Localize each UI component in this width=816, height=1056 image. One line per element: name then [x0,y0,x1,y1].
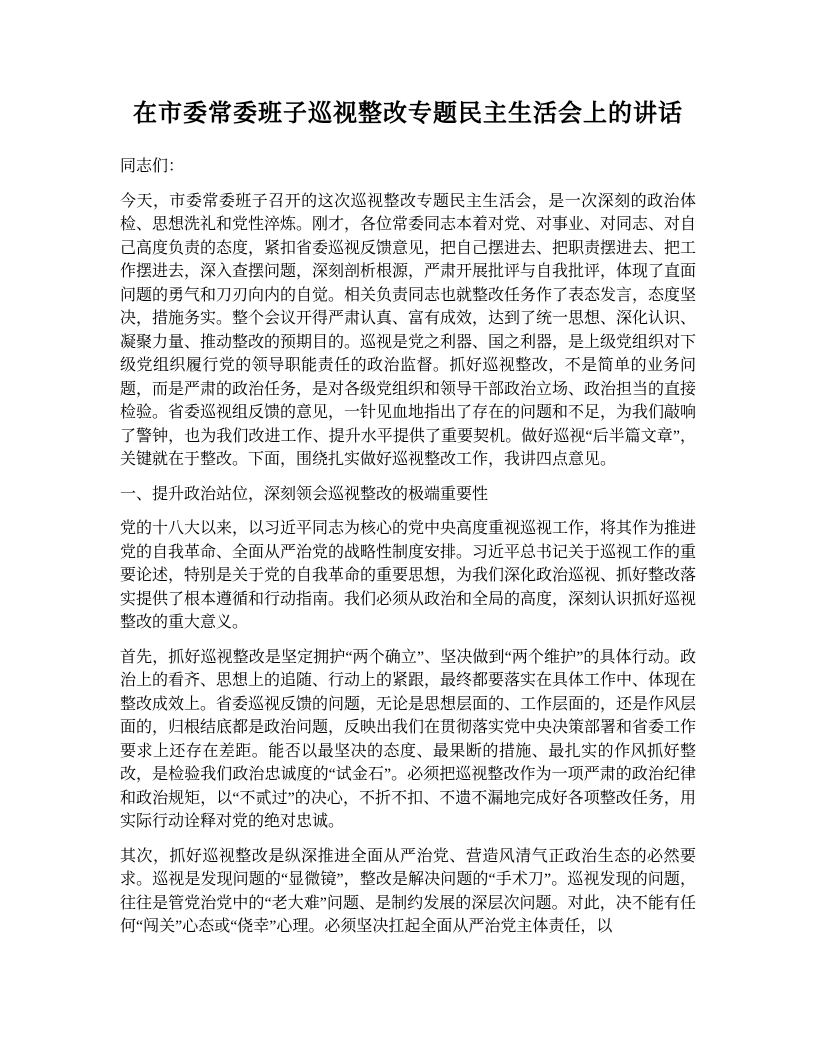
section-heading: 一、提升政治站位，深刻领会巡视整改的极端重要性 [120,485,489,503]
document-title: 在市委常委班子巡视整改专题民主生活会上的讲话 [133,101,683,127]
body-paragraph-2: 首先，抓好巡视整改是坚定拥护“两个确立”、坚决做到“两个维护”的具体行动。政治上的看齐、思想上的追随、行动上的紧跟，最终都要落实在具体工作中、体现在整改成效上。省委巡视反馈的问题，无论是思想层面的、工作层面的，还是作风层面的，归根结底都是政治问题，反映出我们在贯彻落实党中央决策部署和省委工作要求上还存在差距。能否以最坚决的态度、最果断的措施、最扎实的作风抓好整改，是检验我们政治忠诚度的“试金石”。必须把巡视整改作为一项严肃的政治纪律和政治规矩，以“不贰过”的决心，不折不扣、不遗不漏地完成好各项整改任务，用实际行动诠释对党的绝对忠诚。 [120,648,697,830]
body-paragraph-3: 其次，抓好巡视整改是纵深推进全面从严治党、营造风清气正政治生态的必然要求。巡视是发现问题的“显微镜”，整改是解决问题的“手术刀”。巡视发现的问题，往往是管党治党中的“老大难”问题、是制约发展的深层次问题。对此，决不能有任何“闯关”心态或“侥幸”心理。必须坚决扛起全面从严治党主体责任，以 [120,847,696,935]
body-paragraph-1: 党的十八大以来，以习近平同志为核心的党中央高度重视巡视工作，将其作为推进党的自我革命、全面从严治党的战略性制度安排。习近平总书记关于巡视工作的重要论述，特别是关于党的自我革命的重要思想，为我们深化政治巡视、抓好整改落实提供了根本遵循和行动指南。我们必须从政治和全局的高度，深刻认识抓好巡视整改的重大意义。 [120,520,697,631]
intro-paragraph: 今天，市委常委班子召开的这次巡视整改专题民主生活会，是一次深刻的政治体检、思想洗礼和党性淬炼。刚才，各位常委同志本着对党、对事业、对同志、对自己高度负责的态度，紧扣省委巡视反馈意见，把自己摆进去、把职责摆进去、把工作摆进去，深入查摆问题，深刻剖析根源，严肃开展批评与自我批评，体现了直面问题的勇气和刀刃向内的自觉。相关负责同志也就整改任务作了表态发言，态度坚决，措施务实。整个会议开得严肃认真、富有成效，达到了统一思想、深化认识、凝聚力量、推动整改的预期目的。巡视是党之利器、国之利器，是上级党组织对下级党组织履行党的领导职能责任的政治监督。抓好巡视整改，不是简单的业务问题，而是严肃的政治任务，是对各级党组织和领导干部政治立场、政治担当的直接检验。省委巡视组反馈的意见，一针见血地指出了存在的问题和不足，为我们敲响了警钟，也为我们改进工作、提升水平提供了重要契机。做好巡视“后半篇文章”，关键就在于整改。下面，围绕扎实做好巡视整改工作，我讲四点意见。 [120,192,697,468]
salutation: 同志们： [120,158,185,175]
